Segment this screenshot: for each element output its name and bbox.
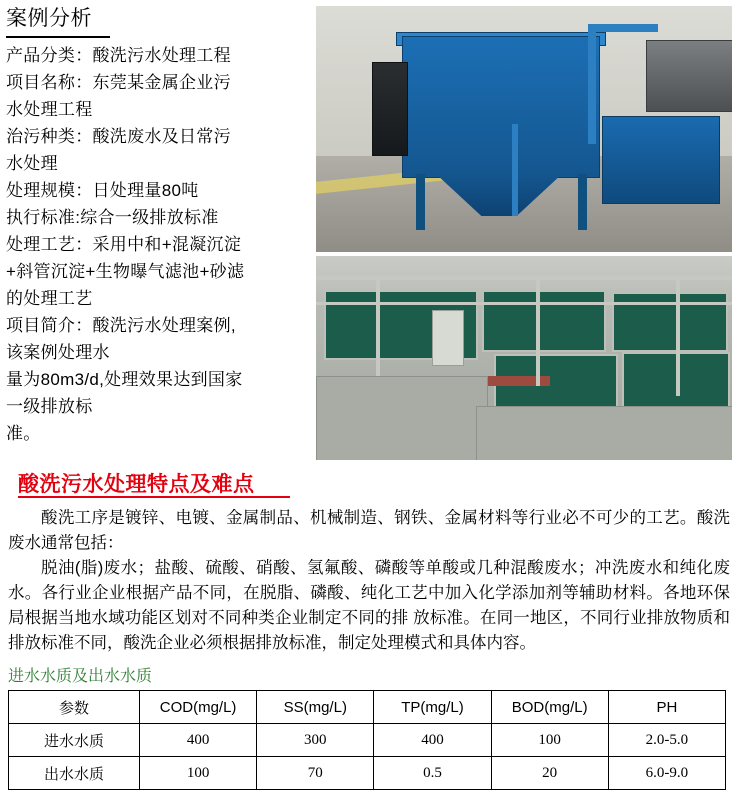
spec-line: 的处理工艺	[6, 289, 93, 308]
spec-line: 项目简介：酸洗污水处理案例,	[6, 316, 236, 335]
table-cell-value: 400	[374, 724, 491, 757]
water-quality-table	[8, 690, 726, 790]
table-header-cell: SS(mg/L)	[257, 691, 374, 724]
table-cell-value: 400	[140, 724, 257, 757]
photo-pond	[482, 290, 606, 352]
table-header-cell: COD(mg/L)	[140, 691, 257, 724]
photo-pipe	[588, 24, 658, 32]
photo-walkway	[316, 376, 488, 460]
photo-handrail-post	[536, 276, 540, 386]
spec-line: 准。	[6, 424, 41, 443]
photo-tank-legs	[412, 174, 588, 230]
section-heading-underline	[18, 496, 290, 498]
table-cell-value: 70	[257, 757, 374, 790]
spec-line: 量为80m3/d,处理效果达到国家	[6, 370, 243, 389]
spec-line: 产品分类：酸洗污水处理工程	[6, 46, 231, 65]
photo-leg	[578, 174, 587, 230]
photo-handrail-post	[376, 276, 380, 376]
photo-machine	[646, 40, 732, 112]
table-heading: 进水水质及出水水质	[8, 668, 153, 685]
spec-list	[6, 42, 310, 447]
table-header-cell: BOD(mg/L)	[491, 691, 608, 724]
table-cell-label: 出水水质	[9, 757, 140, 790]
table-row	[9, 724, 726, 757]
spec-line: 项目名称：东莞某金属企业污	[6, 73, 231, 92]
table-cell-label: 进水水质	[9, 724, 140, 757]
title-underline	[6, 36, 110, 38]
spec-line: 一级排放标	[6, 397, 93, 416]
table-cell-value: 6.0-9.0	[608, 757, 725, 790]
table-cell-value: 20	[491, 757, 608, 790]
spec-line: 水处理	[6, 154, 58, 173]
photo-pipe	[512, 124, 518, 216]
table-header-row	[9, 691, 726, 724]
equipment-photo	[316, 6, 732, 252]
photo-control-box	[432, 310, 464, 366]
spec-line: 水处理工程	[6, 100, 93, 119]
table-header-cell: 参数	[9, 691, 140, 724]
spec-line: 治污种类：酸洗废水及日常污	[6, 127, 231, 146]
spec-line: 处理规模：日处理量80吨	[6, 181, 199, 200]
table-cell-value: 0.5	[374, 757, 491, 790]
photo-leg	[416, 174, 425, 230]
photo-pipe	[588, 24, 596, 144]
spec-line: 执行标准:综合一级排放标准	[6, 208, 219, 227]
spec-line: +斜管沉淀+生物曝气滤池+砂滤	[6, 262, 245, 281]
photo-secondary-tank	[602, 116, 720, 204]
paragraph-1: 酸洗工序是镀锌、电镀、金属制品、机械制造、钢铁、金属材料等行业必不可少的工艺。酸洗废水通常包括：	[8, 509, 730, 552]
photo-main-tank	[402, 36, 600, 178]
spec-line: 该案例处理水	[6, 343, 110, 362]
photo-control-cabinet	[372, 62, 408, 156]
treatment-pond-photo	[316, 256, 732, 460]
table-cell-value: 2.0-5.0	[608, 724, 725, 757]
table-cell-value: 100	[140, 757, 257, 790]
page-title: 案例分析	[6, 7, 92, 30]
section-heading: 酸洗污水处理特点及难点	[18, 473, 255, 496]
table-header-cell: TP(mg/L)	[374, 691, 491, 724]
table-header-cell: PH	[608, 691, 725, 724]
paragraph-2: 脱油(脂)废水；盐酸、硫酸、硝酸、氢氟酸、磷酸等单酸或几种混酸废水；冲洗废水和纯化废水。各行业企业根据产品不同，在脱脂、磷酸、纯化工艺中加入化学添加剂等辅助材料。各地环保局根据当地水域功能区划对不同种类企业制定不同的排 放标准。在同一地区，不同行业排放物质和排放标准不同，酸洗企业必须根据排放标准，制定处理模式和具体内容。	[8, 559, 730, 652]
table-cell-value: 300	[257, 724, 374, 757]
photo-handrail-post	[676, 276, 680, 396]
spec-line: 处理工艺：采用中和+混凝沉淀	[6, 235, 242, 254]
table-row	[9, 757, 726, 790]
table-cell-value: 100	[491, 724, 608, 757]
photo-pond	[612, 292, 728, 352]
body-text	[8, 506, 730, 656]
photo-walkway	[476, 406, 732, 460]
